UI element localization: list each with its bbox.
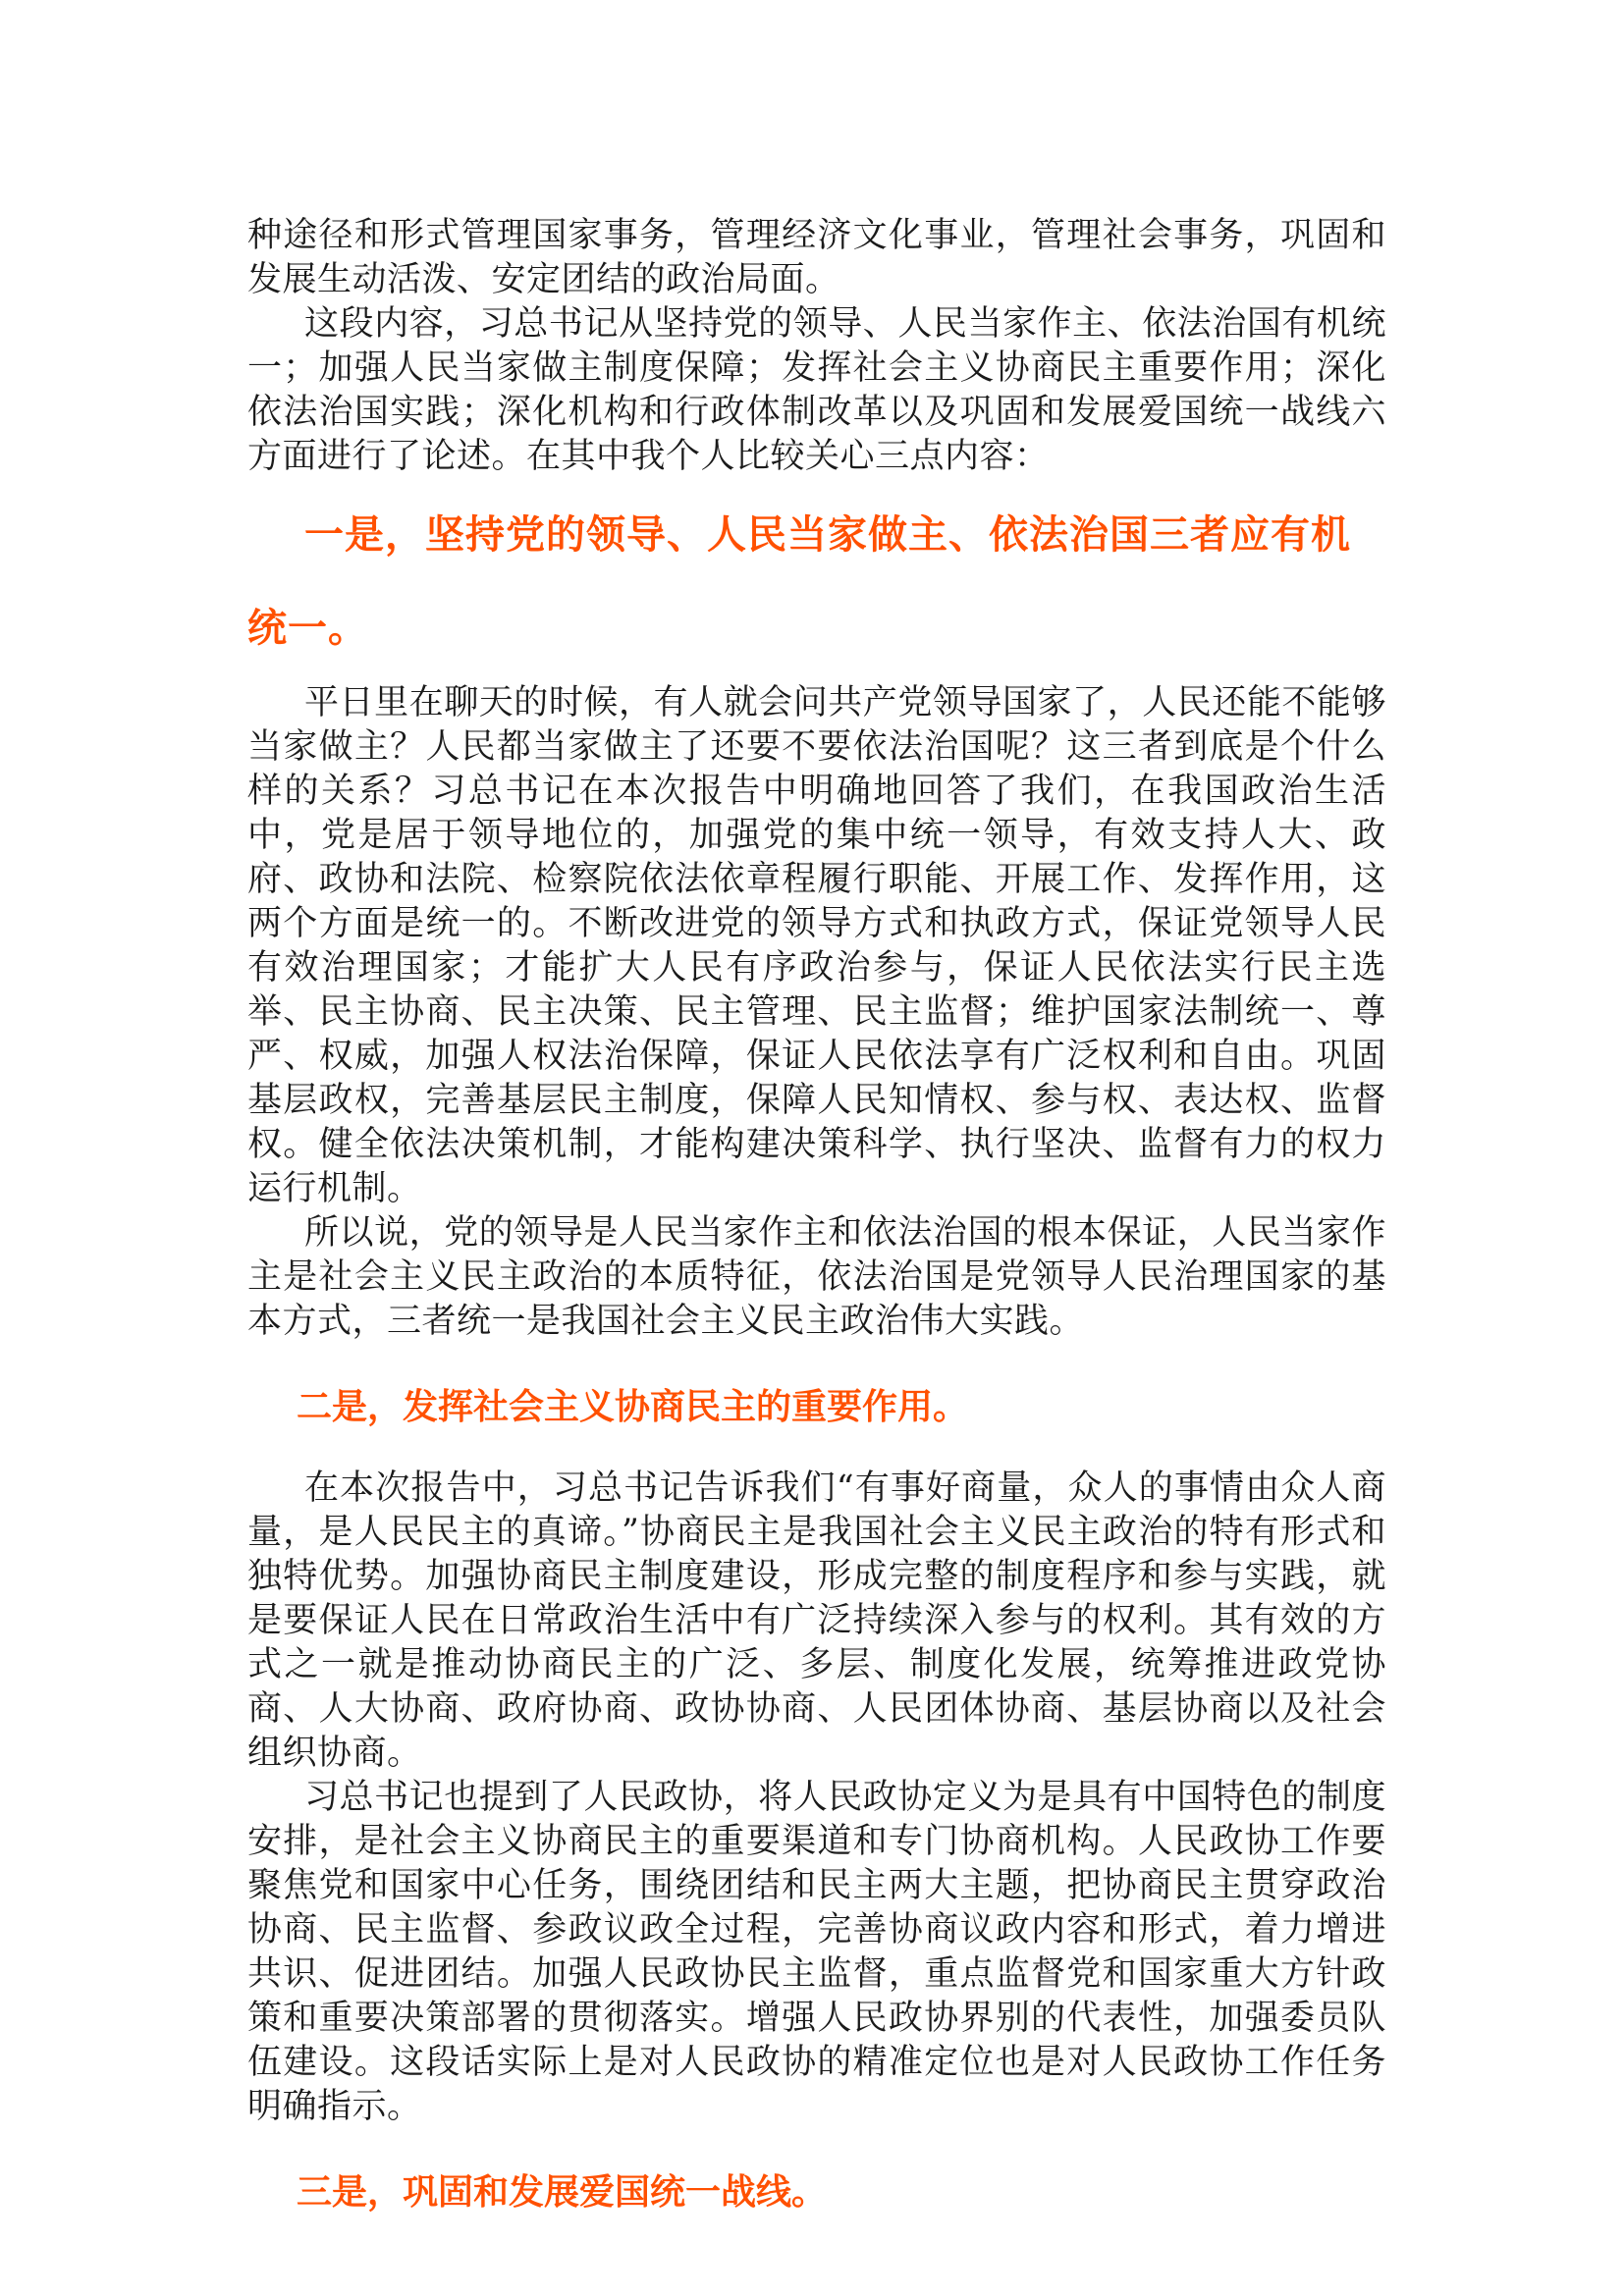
intro-paragraph: 种途径和形式管理国家事务，管理经济文化事业，管理社会事务，巩固和发展生动活泼、安定团结的政治局面。 — [247, 216, 1386, 299]
section-2-paragraph-2: 习总书记也提到了人民政协，将人民政协定义为是具有中国特色的制度安排，是社会主义协商民主的重要渠道和专门协商机构。人民政协工作要聚焦党和国家中心任务，围绕团结和民主两大主题，把协商民主贯穿政治协商、民主监督、参政议政全过程，完善协商议政内容和形式，着力增进共识、促进团结。加强人民政协民主监督，重点监督党和国家重大方针政策和重要决策部署的贯彻落实。增强人民政协界别的代表性，加强委员队伍建设。这段话实际上是对人民政协的精准定位也是对人民政协工作任务明确指示。 — [247, 1778, 1386, 2126]
document-page — [247, 214, 1386, 2252]
section-1-paragraph-2: 所以说，党的领导是人民当家作主和依法治国的根本保证，人民当家作主是社会主义民主政治的本质特征，依法治国是党领导人民治理国家的基本方式，三者统一是我国社会主义民主政治伟大实践。 — [247, 1213, 1386, 1341]
section-1-paragraph-1: 平日里在聊天的时候，有人就会问共产党领导国家了，人民还能不能够当家做主？人民都当家做主了还要不要依法治国呢？这三者到底是个什么样的关系？习总书记在本次报告中明确地回答了我们，在我国政治生活中，党是居于领导地位的，加强党的集中统一领导，有效支持人大、政府、政协和法院、检察院依法依章程履行职能、开展工作、发挥作用，这两个方面是统一的。不断改进党的领导方式和执政方式，保证党领导人民有效治理国家；才能扩大人民有序政治参与，保证人民依法实行民主选举、民主协商、民主决策、民主管理、民主监督；维护国家法制统一、尊严、权威，加强人权法治保障，保证人民依法享有广泛权利和自由。巩固基层政权，完善基层民主制度，保障人民知情权、参与权、表达权、监督权。健全依法决策机制，才能构建决策科学、执行坚决、监督有力的权力运行机制。 — [247, 683, 1386, 1208]
section-2-paragraph-1: 在本次报告中，习总书记告诉我们“有事好商量，众人的事情由众人商量，是人民民主的真谛。”协商民主是我国社会主义民主政治的特有形式和独特优势。加强协商民主制度建设，形成完整的制度程序和参与实践，就是要保证人民在日常政治生活中有广泛持续深入参与的权利。其有效的方式之一就是推动协商民主的广泛、多层、制度化发展，统筹推进政党协商、人大协商、政府协商、政协协商、人民团体协商、基层协商以及社会组织协商。 — [247, 1468, 1386, 1773]
summary-paragraph: 这段内容，习总书记从坚持党的领导、人民当家作主、依法治国有机统一；加强人民当家做主制度保障；发挥社会主义协商民主重要作用；深化依法治国实践；深化机构和行政体制改革以及巩固和发展爱国统一战线六方面进行了论述。在其中我个人比较关心三点内容： — [247, 304, 1386, 476]
section-heading-3: 三是，巩固和发展爱国统一战线。 — [297, 2172, 828, 2213]
section-heading-2: 二是，发挥社会主义协商民主的重要作用。 — [297, 1387, 969, 1427]
section-heading-1: 一是，坚持党的领导、人民当家做主、依法治国三者应有机统一。 — [247, 512, 1351, 651]
